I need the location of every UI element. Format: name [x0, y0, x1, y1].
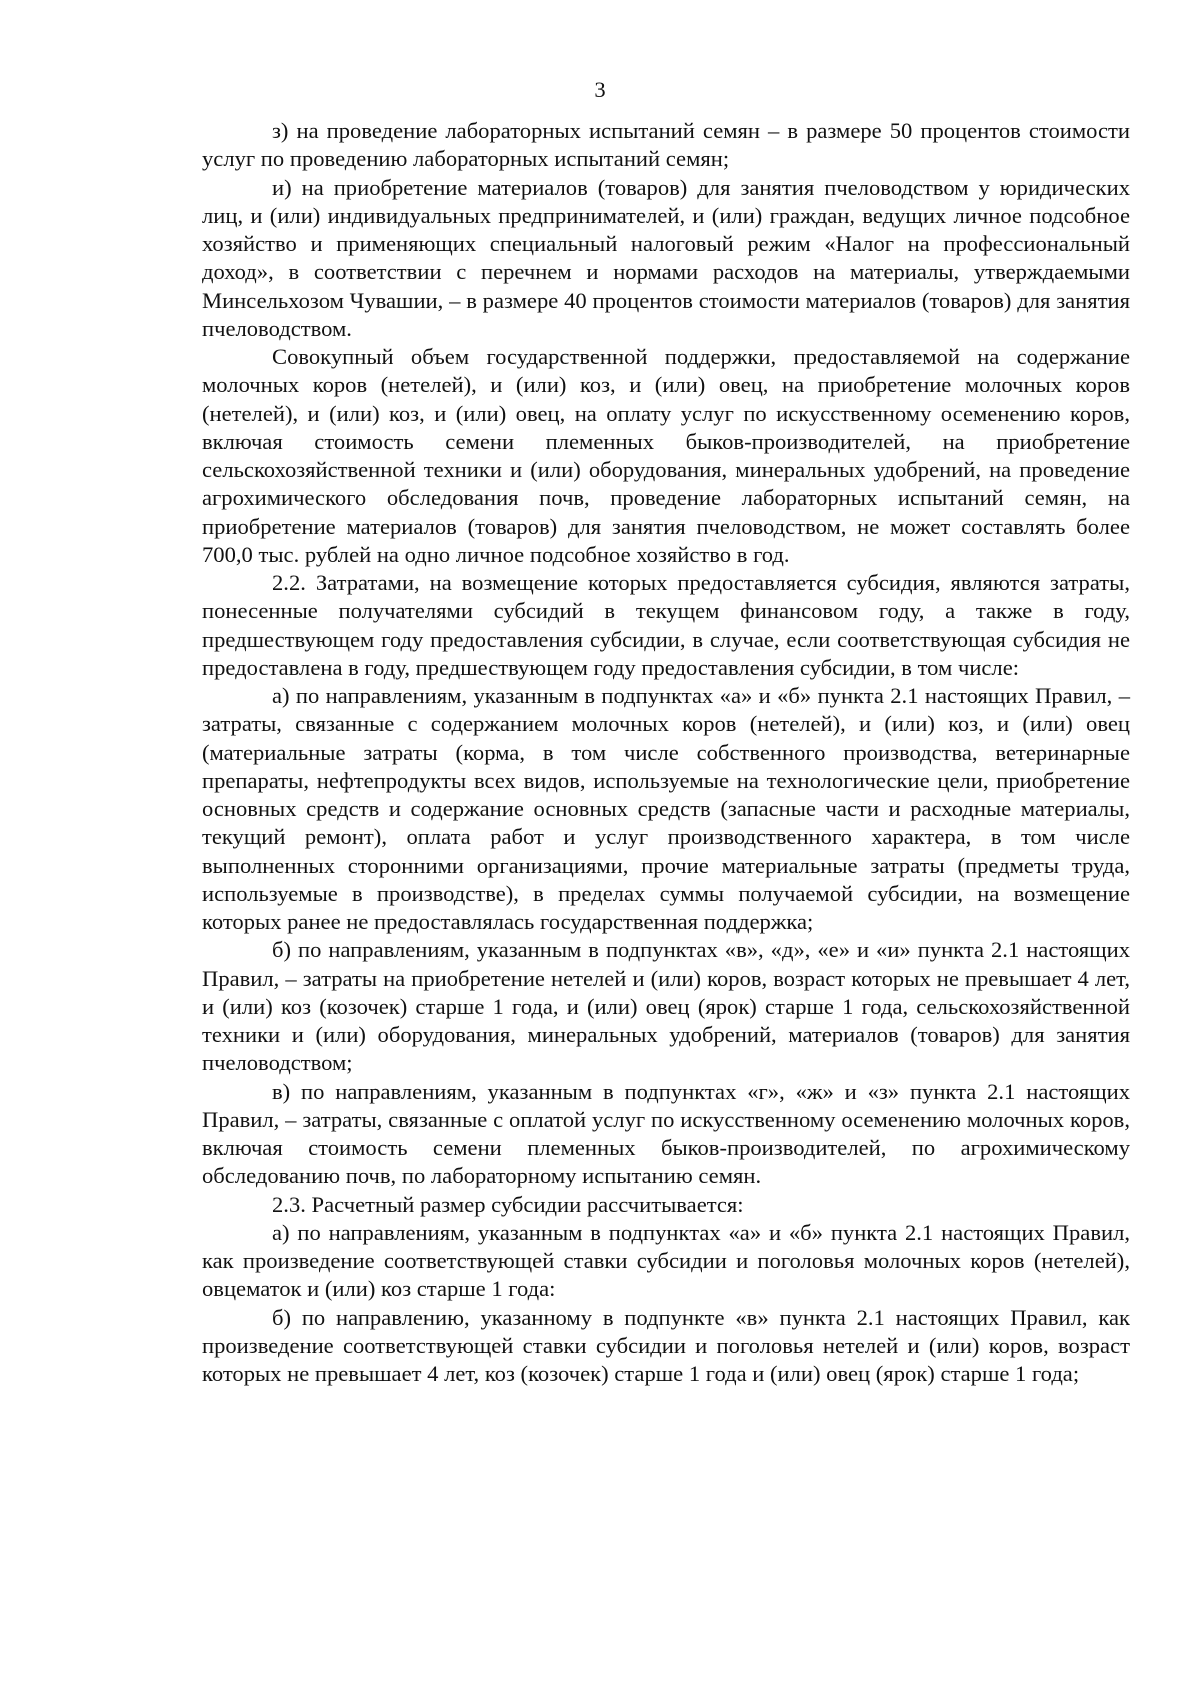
paragraph-2-3-b: б) по направлению, указанному в подпункте «в» пункта 2.1 настоящих Правил, как произведение соответствующей ставки субсидии и поголовья нетелей и (или) коров, возраст которых не превышает 4 лет, коз (козочек) старше 1 года и (или) овец (ярок) старше 1 года; [202, 1304, 1130, 1386]
paragraph-i-beekeeping-materials: и) на приобретение материалов (товаров) для занятия пчеловодством у юридических лиц, и (или) индивидуальных предпринимателей, и (или) граждан, ведущих личное подсобное хозяйство и применяющих специальный налоговый режим «Налог на профессиональный доход», в соответствии с перечнем и нормами расходов на материалы, утверждаемыми Минсельхозом Чувашии, – в размере 40 процентов стоимости материалов (товаров) для занятия пчеловодством. [202, 174, 1130, 341]
paragraph-total-support-limit: Совокупный объем государственной поддержки, предоставляемой на содержание молочных коров (нетелей), и (или) коз, и (или) овец, на приобретение молочных коров (нетелей), и (или) коз, и (или) овец, на оплату услуг по искусственному осеменению коров, включая стоимость семени племенных быков-производителей, на приобретение сельскохозяйственной техники и (или) оборудования, минеральных удобрений, на проведение агрохимического обследования почв, проведение лабораторных испытаний семян, на приобретение материалов (товаров) для занятия пчеловодством, не может составлять более 700,0 тыс. рублей на одно личное подсобное хозяйство в год. [202, 344, 1130, 567]
document-body [202, 117, 1130, 1388]
paragraph-z-seed-testing: з) на проведение лабораторных испытаний семян – в размере 50 процентов стоимости услуг по проведению лабораторных испытаний семян; [202, 118, 1130, 172]
paragraph-2-3-a: а) по направлениям, указанным в подпунктах «а» и «б» пункта 2.1 настоящих Правил, как произведение соответствующей ставки субсидии и поголовья молочных коров (нетелей), овцематок и (или) коз старше 1 года: [202, 1219, 1130, 1302]
paragraph-2-2-costs: 2.2. Затратами, на возмещение которых предоставляется субсидия, являются затраты, понесенные получателями субсидий в текущем финансовом году, а также в году, предшествующем году предоставления субсидии, в случае, если соответствующая субсидия не предоставлена в году, предшествующем году предоставления субсидии, в том числе: [202, 570, 1130, 680]
paragraph-2-2-b: б) по направлениям, указанным в подпунктах «в», «д», «е» и «и» пункта 2.1 настоящих Правил, – затраты на приобретение нетелей и (или) коров, возраст которых не превышает 4 лет, и (или) коз (козочек) старше 1 года, и (или) овец (ярок) старше 1 года, сельскохозяйственной техники и (или) оборудования, минеральных удобрений, материалов (товаров) для занятия пчеловодством; [202, 937, 1130, 1076]
paragraph-2-2-a: а) по направлениям, указанным в подпунктах «а» и «б» пункта 2.1 настоящих Правил, – затраты, связанные с содержанием молочных коров (нетелей), и (или) коз, и (или) овец (материальные затраты (корма, в том числе собственного производства, ветеринарные препараты, нефтепродукты всех видов, используемые на технологические цели, приобретение основных средств и содержание основных средств (запасные части и расходные материалы, текущий ремонт), оплата работ и услуг производственного характера, в том числе выполненных сторонними организациями, прочие материальные затраты (предметы труда, используемые в производстве), в пределах суммы получаемой субсидии, на возмещение которых ранее не предоставлялась государственная поддержка; [202, 683, 1130, 934]
paragraph-2-2-v: в) по направлениям, указанным в подпунктах «г», «ж» и «з» пункта 2.1 настоящих Правил, – затраты, связанные с оплатой услуг по искусственному осеменению молочных коров, включая стоимость семени племенных быков-производителей, по агрохимическому обследованию почв, по лабораторному испытанию семян. [202, 1078, 1130, 1189]
paragraph-2-3-heading: 2.3. Расчетный размер субсидии рассчитывается: [272, 1191, 744, 1217]
page-number: 3 [594, 77, 606, 102]
